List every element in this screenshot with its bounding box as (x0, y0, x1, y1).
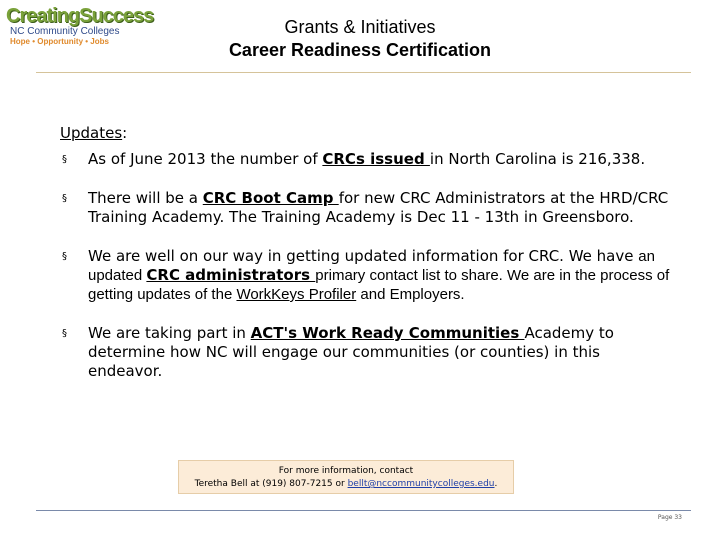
bullet-text: Academy to determine how NC will engage our communities (or counties) in this endeavor. (88, 324, 614, 380)
logo-subtitle: NC Community Colleges (10, 26, 120, 37)
header-divider (36, 72, 691, 73)
logo-tagline: Hope • Opportunity • Jobs (10, 37, 109, 46)
list-item (62, 150, 672, 169)
updates-heading (60, 124, 127, 142)
contact-name-phone: Teretha Bell at (919) 807-7215 or (194, 479, 348, 489)
bullet-icon: § (62, 328, 67, 339)
bullet-text: an updated (88, 248, 655, 284)
bullet-text: We are taking part in (88, 324, 251, 342)
bullet-icon: § (62, 251, 67, 262)
crc-administrators-link[interactable]: CRC administrators (146, 266, 316, 284)
bullet-icon: § (62, 154, 67, 165)
contact-box (178, 460, 514, 494)
title-section: Grants & Initiatives (284, 17, 436, 37)
crc-boot-camp-link[interactable]: CRC Boot Camp (202, 189, 339, 207)
updates-heading-text: Updates (60, 124, 123, 142)
contact-line: For more information, contact (278, 466, 414, 476)
list-item (62, 247, 672, 304)
bullet-icon: § (62, 193, 67, 204)
updates-list (62, 150, 672, 401)
list-item (62, 189, 672, 227)
bullet-text: We are well on our way in getting updated information for CRC. We have (88, 247, 639, 265)
act-work-ready-link[interactable]: ACT's Work Ready Communities (250, 324, 525, 342)
contact-period: . (494, 479, 498, 489)
slide-title (150, 16, 570, 62)
contact-email-link[interactable]: bellt@nccommunitycolleges.edu (347, 479, 495, 489)
list-item (62, 324, 672, 381)
crcs-issued-link[interactable]: CRCs issued (322, 150, 430, 168)
bullet-text: in North Carolina is 216,338. (429, 150, 646, 168)
contact-details (179, 478, 513, 491)
logo-title: CreatingSuccess (6, 5, 154, 27)
bullet-text: and Employers. (356, 286, 465, 303)
bullet-text: primary contact list to share. We are in the process of getting updates of the (88, 267, 670, 303)
workkeys-profiler-link[interactable]: WorkKeys Profiler (236, 286, 357, 303)
title-main: Career Readiness Certification (228, 40, 492, 60)
bullet-text: There will be a (88, 189, 203, 207)
footer-divider (36, 510, 691, 511)
updates-heading-colon: : (122, 124, 128, 142)
page-number: Page 33 (657, 514, 682, 521)
bullet-text: for new CRC Administrators at the HRD/CRC Training Academy. The Training Academy is Dec 11 - 13th in Greensboro. (88, 189, 669, 226)
bullet-text: As of June 2013 the number of (88, 150, 323, 168)
nccc-logo (6, 5, 154, 46)
